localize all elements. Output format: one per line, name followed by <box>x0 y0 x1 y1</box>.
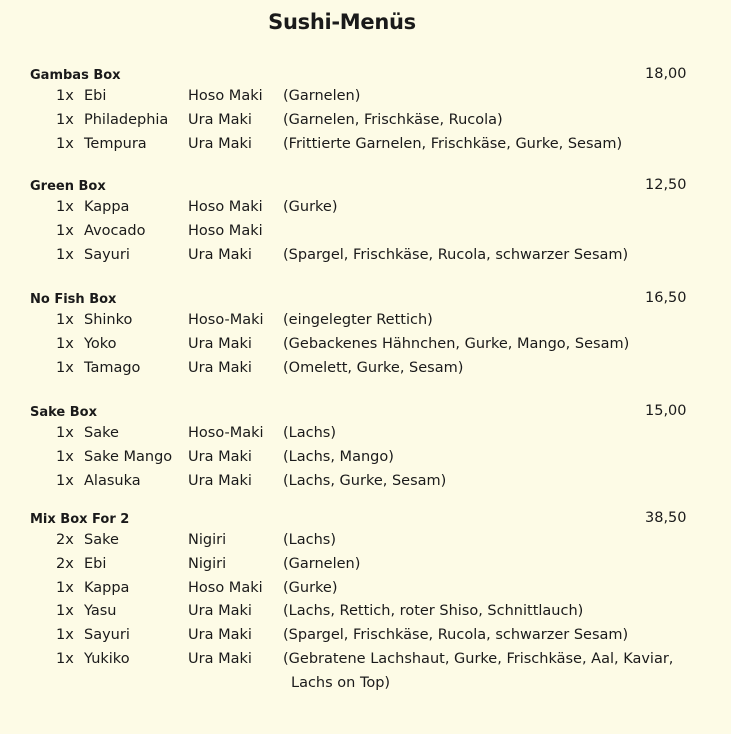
item-desc: (eingelegter Rettich) <box>283 312 433 328</box>
menu-item <box>30 136 720 160</box>
box-price: 38,50 <box>645 510 687 526</box>
menu-item <box>30 580 720 604</box>
item-type: Ura Maki <box>188 246 252 263</box>
item-name: Tamago <box>84 359 141 376</box>
item-name: Sayuri <box>84 246 130 263</box>
item-qty: 1x <box>56 222 74 239</box>
menu-item <box>30 223 720 247</box>
item-desc: (Lachs, Mango) <box>283 448 394 465</box>
item-desc: Lachs on Top) <box>291 674 391 691</box>
item-qty: 1x <box>56 199 74 215</box>
menu-item <box>30 603 720 627</box>
item-name: Yoko <box>84 335 117 352</box>
item-qty: 1x <box>56 425 74 441</box>
item-desc: (Lachs) <box>283 532 336 548</box>
item-type: Hoso Maki <box>188 579 263 596</box>
menu-item <box>30 449 720 473</box>
item-desc: (Garnelen) <box>283 88 361 104</box>
menu-box <box>30 290 720 383</box>
box-name: Green Box <box>30 179 106 194</box>
item-name: Kappa <box>84 199 130 215</box>
menu-box <box>30 177 720 270</box>
menu-item <box>30 532 720 556</box>
item-type: Ura Maki <box>188 335 252 352</box>
menu-item <box>30 360 720 384</box>
box-name: No Fish Box <box>30 292 117 307</box>
item-name: Sake <box>84 532 119 548</box>
box-price: 15,00 <box>645 403 687 419</box>
item-desc: (Spargel, Frischkäse, Rucola, schwarzer Sesam) <box>283 627 629 644</box>
box-price: 12,50 <box>645 177 687 193</box>
menu-box <box>30 66 720 159</box>
item-type: Nigiri <box>188 555 227 572</box>
item-qty: 1x <box>56 246 74 263</box>
item-desc: (Lachs) <box>283 425 336 441</box>
menu-item <box>30 199 720 223</box>
item-desc: (Garnelen, Frischkäse, Rucola) <box>283 111 503 128</box>
item-name: Yukiko <box>84 650 130 667</box>
item-name: Philadephia <box>84 111 169 128</box>
item-type: Ura Maki <box>188 472 252 489</box>
item-qty: 1x <box>56 579 74 596</box>
menu-item <box>30 112 720 136</box>
item-qty: 2x <box>56 555 74 572</box>
item-type: Hoso-Maki <box>188 312 264 328</box>
item-desc: (Frittierte Garnelen, Frischkäse, Gurke, Sesam) <box>283 135 623 152</box>
item-type: Hoso Maki <box>188 199 263 215</box>
box-name: Mix Box For 2 <box>30 512 130 527</box>
item-qty: 1x <box>56 312 74 328</box>
item-desc: (Omelett, Gurke, Sesam) <box>283 359 464 376</box>
menu-item <box>30 651 720 675</box>
item-qty: 1x <box>56 359 74 376</box>
item-name: Sake Mango <box>84 448 173 465</box>
item-qty: 1x <box>56 603 74 620</box>
item-qty: 1x <box>56 88 74 104</box>
item-desc: (Lachs, Rettich, roter Shiso, Schnittlauch) <box>283 603 584 620</box>
item-desc: (Garnelen) <box>283 555 361 572</box>
menu-item <box>30 473 720 497</box>
item-name: Avocado <box>84 222 146 239</box>
menu-item <box>30 336 720 360</box>
item-desc: (Gebratene Lachshaut, Gurke, Frischkäse, Aal, Kaviar, <box>283 650 674 667</box>
menu-item-continuation <box>30 675 720 699</box>
item-qty: 1x <box>56 335 74 352</box>
item-type: Ura Maki <box>188 448 252 465</box>
menu-item <box>30 247 720 271</box>
item-name: Sayuri <box>84 627 130 644</box>
box-name: Sake Box <box>30 405 97 420</box>
item-name: Ebi <box>84 88 107 104</box>
item-type: Hoso Maki <box>188 88 263 104</box>
item-desc: (Gurke) <box>283 579 338 596</box>
item-qty: 1x <box>56 650 74 667</box>
item-name: Ebi <box>84 555 107 572</box>
item-type: Hoso Maki <box>188 222 263 239</box>
item-qty: 1x <box>56 627 74 644</box>
box-price: 16,50 <box>645 290 687 306</box>
menu-item <box>30 312 720 336</box>
item-type: Ura Maki <box>188 627 252 644</box>
item-name: Shinko <box>84 312 133 328</box>
menu-box <box>30 403 720 496</box>
item-name: Kappa <box>84 579 130 596</box>
box-price: 18,00 <box>645 66 687 82</box>
box-name: Gambas Box <box>30 68 121 83</box>
item-qty: 1x <box>56 448 74 465</box>
item-type: Ura Maki <box>188 111 252 128</box>
item-desc: (Lachs, Gurke, Sesam) <box>283 472 447 489</box>
menu-item <box>30 627 720 651</box>
item-type: Nigiri <box>188 532 227 548</box>
item-type: Ura Maki <box>188 135 252 152</box>
item-qty: 1x <box>56 111 74 128</box>
item-qty: 1x <box>56 135 74 152</box>
item-desc: (Gebackenes Hähnchen, Gurke, Mango, Sesam) <box>283 335 630 352</box>
item-type: Hoso-Maki <box>188 425 264 441</box>
item-type: Ura Maki <box>188 603 252 620</box>
item-name: Alasuka <box>84 472 141 489</box>
item-name: Tempura <box>84 135 147 152</box>
page-title: Sushi-Menüs <box>268 10 416 34</box>
item-qty: 2x <box>56 532 74 548</box>
menu-item <box>30 556 720 580</box>
menu-box <box>30 510 720 699</box>
menu-item <box>30 425 720 449</box>
item-desc: (Gurke) <box>283 199 338 215</box>
menu-item <box>30 88 720 112</box>
item-type: Ura Maki <box>188 650 252 667</box>
item-qty: 1x <box>56 472 74 489</box>
item-type: Ura Maki <box>188 359 252 376</box>
item-name: Yasu <box>84 603 117 620</box>
item-desc: (Spargel, Frischkäse, Rucola, schwarzer Sesam) <box>283 246 629 263</box>
item-name: Sake <box>84 425 119 441</box>
